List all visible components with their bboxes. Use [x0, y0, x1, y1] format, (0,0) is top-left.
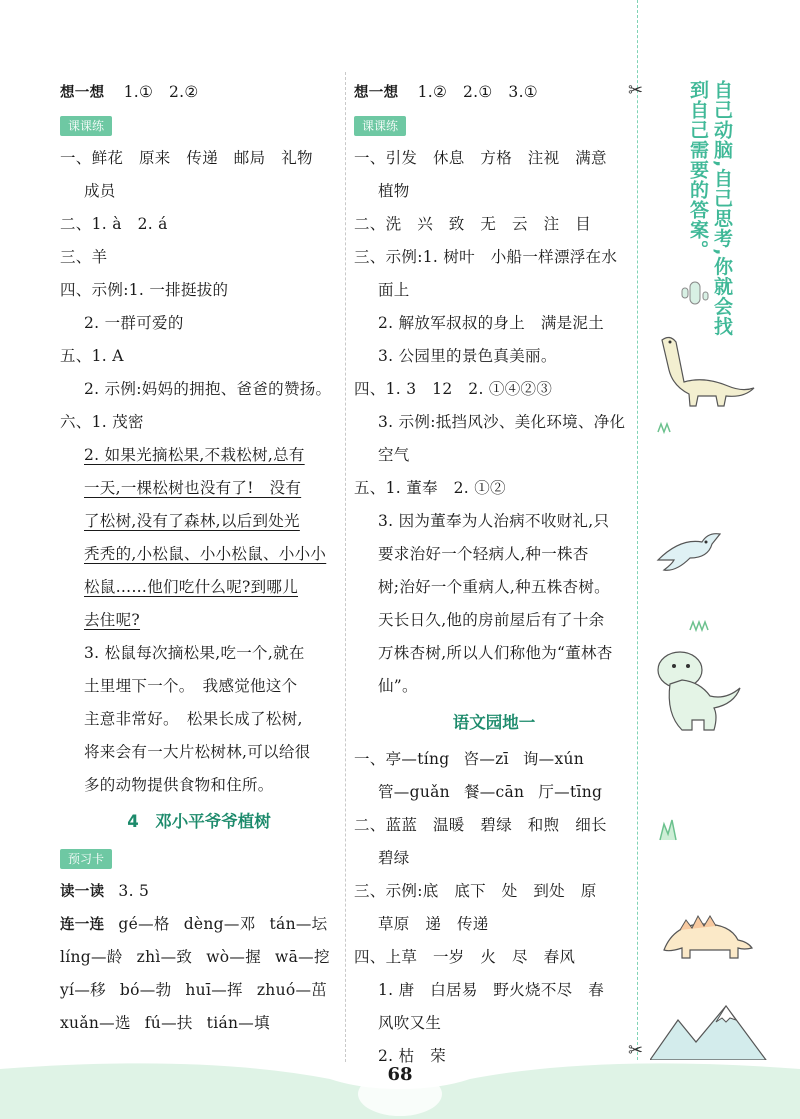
answer-text: 万株杏树,所以人们称他为“董林杏 — [378, 644, 613, 662]
q-num: 三、 — [354, 248, 386, 266]
pinyin-pair: fú—扶 — [144, 1014, 193, 1032]
q-num: 四、 — [354, 380, 386, 398]
right-column — [354, 76, 634, 1073]
answer-text: 洗 兴 致 无 云 注 目 — [385, 215, 592, 233]
pinyin-pair: 管—guǎn — [378, 783, 450, 801]
answer-text: 示例:1. 一排挺拔的 — [91, 281, 229, 299]
answer-text: 1. 3 12 2. ①④②③ — [385, 380, 553, 398]
read-row — [60, 875, 338, 908]
answer-text: 1. 董奉 2. ①② — [385, 479, 506, 497]
exercise-tag: 课课练 — [60, 116, 112, 136]
grass-icon — [660, 820, 676, 840]
cactus-icon — [682, 282, 708, 304]
answer-text: 2. 解放军叔叔的身上 满是泥土 — [378, 314, 605, 332]
answer-text: 多的动物提供食物和住所。 — [84, 776, 274, 794]
pinyin-pair: huī—挥 — [185, 981, 243, 999]
q-num: 三、 — [354, 882, 386, 900]
answer-text: 了松树,没有了森林,以后到处光 — [84, 512, 300, 530]
answer-text: 成员 — [84, 182, 116, 200]
pinyin-pair: gé—格 — [118, 915, 170, 933]
answer-text: 3. 松鼠每次摘松果,吃一个,就在 — [84, 644, 305, 662]
answer-text: 松鼠……他们吃什么呢?到哪儿 — [84, 578, 299, 596]
answer-text: 1. 唐 白居易 野火烧不尽 春 — [378, 981, 605, 999]
pinyin-pair: dèng—邓 — [183, 915, 256, 933]
think-label: 想一想 — [60, 85, 105, 101]
answer-text: 2. 如果光摘松果,不栽松树,总有 — [84, 446, 305, 464]
pinyin-pair: 餐—cān — [463, 783, 525, 801]
answer-text: 植物 — [378, 182, 410, 200]
q-num: 二、 — [354, 816, 386, 834]
answer-text: 一天,一棵松树也没有了! 没有 — [84, 479, 302, 497]
pinyin-pair: zhuó—茁 — [256, 981, 328, 999]
think-answers: 1.① 2.② — [123, 83, 199, 101]
answer-text: 主意非常好。 松果长成了松树, — [84, 710, 303, 728]
answer-text: 示例:底 底下 处 到处 原 — [385, 882, 597, 900]
pinyin-pair: zhì—致 — [136, 948, 193, 966]
answer-text: 树;治好一个重病人,种五株杏树。 — [378, 578, 610, 596]
pinyin-pair: 厅—tīng — [538, 783, 603, 801]
pinyin-pair: yí—移 — [60, 981, 106, 999]
q-num: 五、 — [60, 347, 92, 365]
answer-text: 风吹又生 — [378, 1014, 442, 1032]
q-num: 一、 — [354, 149, 386, 167]
q-num: 六、 — [60, 413, 92, 431]
answer-text: 要求治好一个轻病人,种一株杏 — [378, 545, 589, 563]
answer-text: 去住呢? — [84, 611, 141, 629]
stegosaurus-icon — [664, 916, 752, 958]
pinyin-pair: tián—填 — [206, 1014, 270, 1032]
answer-text: 仙”。 — [378, 677, 418, 695]
answer-text: 空气 — [378, 446, 410, 464]
link-row — [60, 908, 338, 941]
answer-text: 3. 因为董奉为人治病不收财礼,只 — [378, 512, 610, 530]
q-num: 二、 — [354, 215, 386, 233]
read-label: 读一读 — [60, 884, 105, 900]
grass-icon — [658, 424, 670, 432]
answer-text: 1. A — [91, 347, 124, 365]
q-num: 四、 — [354, 948, 386, 966]
pinyin-pair: tán—坛 — [269, 915, 328, 933]
dinosaur-illustrations — [650, 270, 800, 1060]
answer-text: 碧绿 — [378, 849, 410, 867]
pinyin-pair: bó—勃 — [119, 981, 172, 999]
answer-text: 引发 休息 方格 注视 满意 — [385, 149, 607, 167]
pinyin-pair: 亭—tíng — [385, 750, 450, 768]
answer-text: 1. à 2. á — [91, 215, 168, 233]
exercise-tag: 课课练 — [354, 116, 406, 136]
sidebar-motto: 自己动脑,自己思考,你就会找到自己需要的答案。 — [687, 80, 733, 337]
answer-text: 草原 递 传递 — [378, 915, 489, 933]
q-num: 一、 — [354, 750, 386, 768]
pinyin-pair: líng—龄 — [60, 948, 123, 966]
pinyin-pair: xuǎn—选 — [60, 1014, 131, 1032]
answer-text: 鲜花 原来 传递 邮局 礼物 — [91, 149, 313, 167]
answer-text: 2. 枯 荣 — [378, 1047, 447, 1065]
think-answers: 1.② 2.① 3.① — [417, 83, 538, 101]
think-label: 想一想 — [354, 85, 399, 101]
answer-text: 将来会有一大片松树林,可以给很 — [84, 743, 311, 761]
garden-title: 语文园地一 — [452, 713, 536, 732]
preview-tag: 预习卡 — [60, 849, 112, 869]
lesson-title: 4 邓小平爷爷植树 — [127, 812, 271, 831]
read-answer: 3. 5 — [118, 882, 150, 900]
pinyin-pair: 咨—zī — [463, 750, 509, 768]
answer-text: 2. 示例:妈妈的拥抱、爸爸的赞扬。 — [84, 380, 332, 398]
link-label: 连一连 — [60, 917, 105, 933]
q-num: 三、 — [60, 248, 92, 266]
pinyin-pair: 询—xún — [522, 750, 585, 768]
answer-text: 土里埋下一个。 我感觉他这个 — [84, 677, 298, 695]
cut-line — [637, 0, 638, 1060]
answer-text: 上草 一岁 火 尽 春风 — [385, 948, 576, 966]
answer-text: 3. 公园里的景色真美丽。 — [378, 347, 557, 365]
page-number: 68 — [387, 1064, 413, 1085]
scissors-icon: ✂ — [628, 1040, 644, 1061]
answer-text: 2. 一群可爱的 — [84, 314, 184, 332]
answer-text: 1. 茂密 — [91, 413, 144, 431]
column-divider — [345, 72, 346, 1062]
grass-icon — [690, 622, 708, 630]
q-num: 二、 — [60, 215, 92, 233]
answer-text: 3. 示例:抵挡风沙、美化环境、净化 — [378, 413, 626, 431]
think-row — [60, 76, 338, 109]
scissors-icon: ✂ — [628, 80, 644, 101]
left-column — [60, 76, 338, 1040]
q-num: 一、 — [60, 149, 92, 167]
answer-text: 面上 — [378, 281, 410, 299]
pinyin-pair: wā—挖 — [275, 948, 330, 966]
answer-text: 蓝蓝 温暖 碧绿 和煦 细长 — [385, 816, 607, 834]
answer-text: 天长日久,他的房前屋后有了十余 — [378, 611, 605, 629]
answer-text: 示例:1. 树叶 小船一样漂浮在水 — [385, 248, 618, 266]
brachiosaurus-icon — [662, 337, 754, 406]
q-num: 四、 — [60, 281, 92, 299]
pinyin-pair: wò—握 — [206, 948, 262, 966]
green-dinosaur-icon — [658, 652, 740, 730]
q-num: 五、 — [354, 479, 386, 497]
answer-text: 羊 — [91, 248, 108, 266]
pterosaur-icon — [658, 534, 720, 571]
answer-text: 秃秃的,小松鼠、小小松鼠、小小小 — [84, 545, 327, 563]
think-row — [354, 76, 634, 109]
